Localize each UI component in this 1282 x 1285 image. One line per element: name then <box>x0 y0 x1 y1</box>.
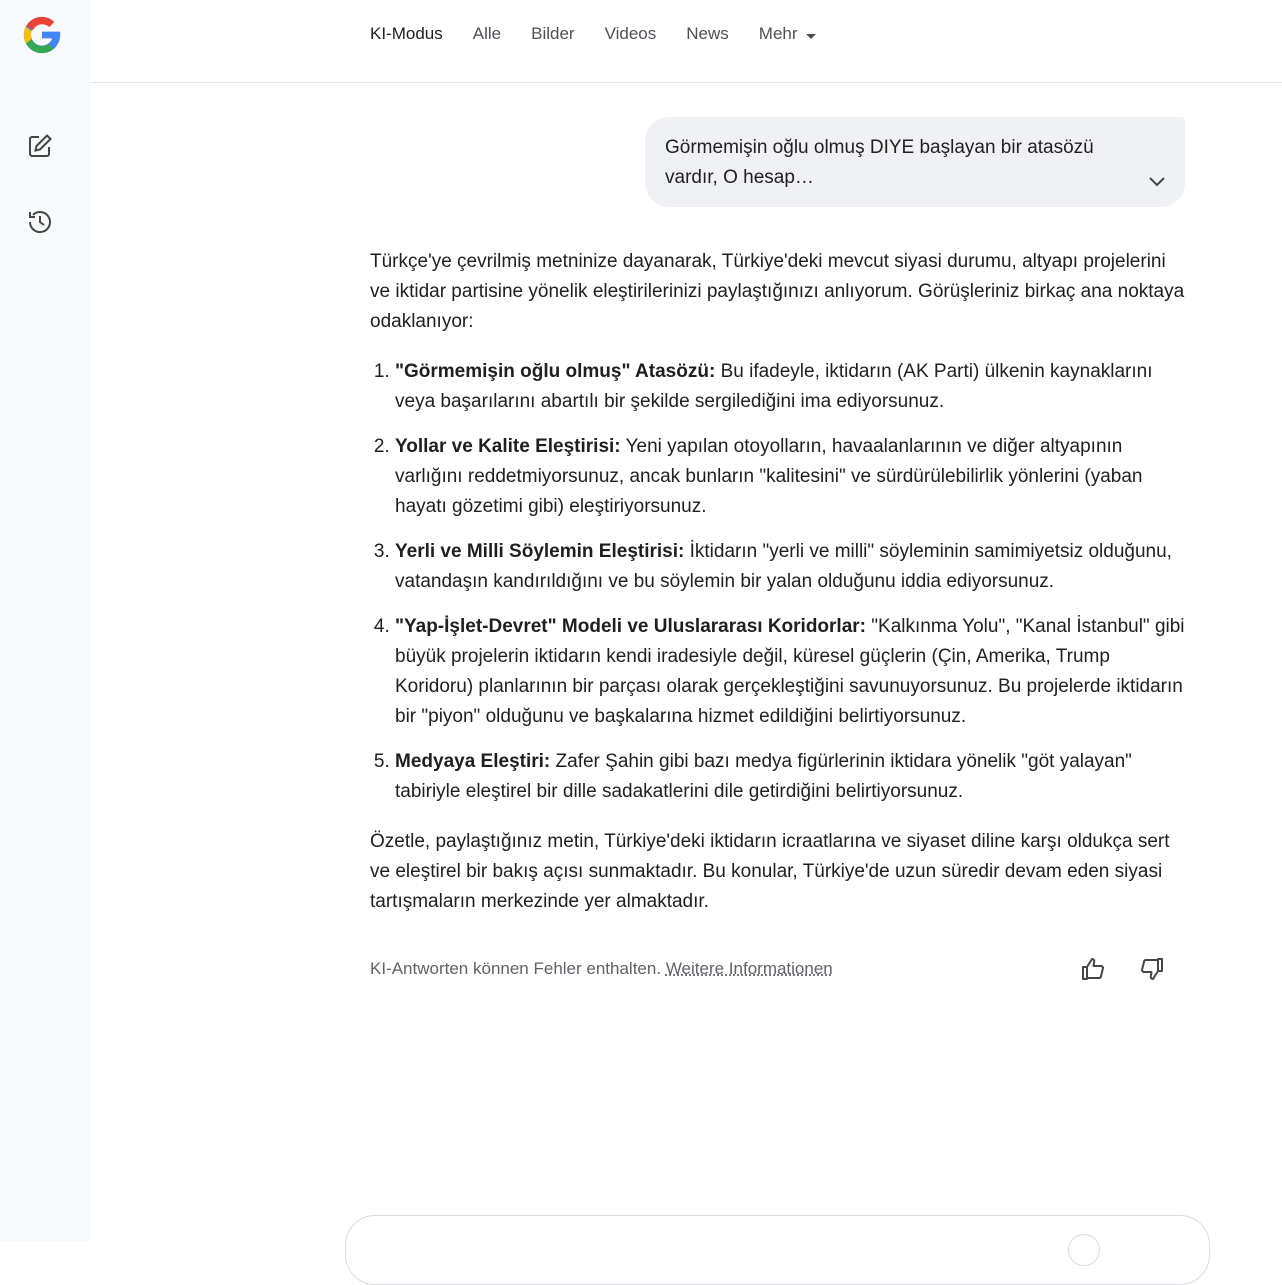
tab-alle[interactable]: Alle <box>472 24 502 44</box>
follow-up-input[interactable] <box>345 1215 1210 1285</box>
tab-mehr-label: Mehr <box>758 24 798 43</box>
tab-mehr[interactable] <box>759 22 816 47</box>
answer-summary: Özetle, paylaştığınız metin, Türkiye'deki iktidarın icraatlarına ve siyaset diline karşı oldukça sert ve eleştirel bir bakış açısı sunmaktadır. Bu konular, Türkiye'de uzun süredir devam eden siyasi tartışmaların merkezinde yer almaktadır. <box>370 831 1170 912</box>
ai-disclaimer <box>370 957 833 981</box>
list-item <box>395 357 1185 417</box>
input-action-button[interactable] <box>1068 1234 1100 1266</box>
list-item-title: Yollar ve Kalite Eleştirisi: <box>395 436 621 457</box>
tab-news[interactable]: News <box>686 24 729 44</box>
sidebar <box>0 0 90 1241</box>
ai-answer <box>370 247 1185 917</box>
list-item <box>395 432 1185 522</box>
list-item-title: "Yap-İşlet-Devret" Modeli ve Uluslararası Koridorlar: <box>395 616 867 637</box>
history-icon[interactable] <box>22 204 58 240</box>
tab-ki-modus[interactable]: KI-Modus <box>370 24 443 44</box>
list-item-text: Yeni yapılan otoyolların, havaalanlarının ve diğer altyapının varlığını reddetmiyorsunuz, ancak bunların "kalitesini" ve sürdürülebilirlik yönlerini (yaban hayatı gözetimi gibi) eleştiriyorsunuz. <box>395 436 1143 517</box>
new-chat-icon[interactable] <box>22 128 58 164</box>
search-tabs <box>370 22 846 47</box>
answer-list <box>370 357 1185 807</box>
answer-intro: Türkçe'ye çevrilmiş metninize dayanarak, Türkiye'deki mevcut siyasi durumu, altyapı projelerini ve iktidar partisine yönelik eleştirilerinizi paylaştığınızı anlıyorum. Görüşleriniz birkaç ana noktaya odaklanıyor: <box>370 251 1185 332</box>
disclaimer-text: KI-Antworten können Fehler enthalten. <box>370 959 662 978</box>
google-logo-icon[interactable] <box>20 13 64 57</box>
list-item-title: "Görmemişin oğlu olmuş" Atasözü: <box>395 361 716 382</box>
thumbs-up-icon[interactable] <box>1079 955 1107 983</box>
user-query-bubble <box>645 117 1185 207</box>
list-item-text: Zafer Şahin gibi bazı medya figürlerinin iktidara yönelik "göt yalayan" tabiriyle eleştirel bir dille sadakatlerini dile getirdiğini belirtiyorsunuz. <box>395 751 1132 802</box>
user-query-text <box>665 133 1125 193</box>
list-item-text: Bu ifadeyle, iktidarın (AK Parti) ülkenin kaynaklarını veya başarılarını abartılı bir şekilde sergilediğini ima ediyorsunuz. <box>395 361 1153 412</box>
list-item <box>395 612 1185 732</box>
caret-down-icon <box>806 23 816 47</box>
query-line-1: Görmemişin oğlu olmuş DIYE başlayan bir atasözü <box>665 137 1094 158</box>
list-item-title: Medyaya Eleştiri: <box>395 751 551 772</box>
list-item-text: İktidarın "yerli ve milli" söyleminin samimiyetsiz olduğunu, vatandaşın kandırıldığını ve bu söylemin bir yalan olduğunu iddia ediyorsunuz. <box>395 541 1172 592</box>
chevron-down-icon[interactable] <box>1147 171 1167 191</box>
query-line-2: vardır, O hesap… <box>665 167 814 188</box>
list-item <box>395 747 1185 807</box>
learn-more-link[interactable]: Weitere Informationen <box>665 959 833 978</box>
list-item-text: "Kalkınma Yolu", "Kanal İstanbul" gibi büyük projelerin iktidarın kendi iradesiyle değil, küresel güçlerin (Çin, Amerika, Trump Koridoru) planlarının bir parçası olarak gerçekleştiğini savunuyorsunuz. Bu projelerde iktidarın bir "piyon" olduğunu ve başkalarına hizmet edildiğini belirtiyorsunuz. <box>395 616 1185 727</box>
thumbs-down-icon[interactable] <box>1138 955 1166 983</box>
list-item <box>395 537 1185 597</box>
top-navigation <box>90 0 1282 83</box>
tab-videos[interactable]: Videos <box>604 24 657 44</box>
list-item-title: Yerli ve Milli Söylemin Eleştirisi: <box>395 541 685 562</box>
tab-bilder[interactable]: Bilder <box>531 24 575 44</box>
